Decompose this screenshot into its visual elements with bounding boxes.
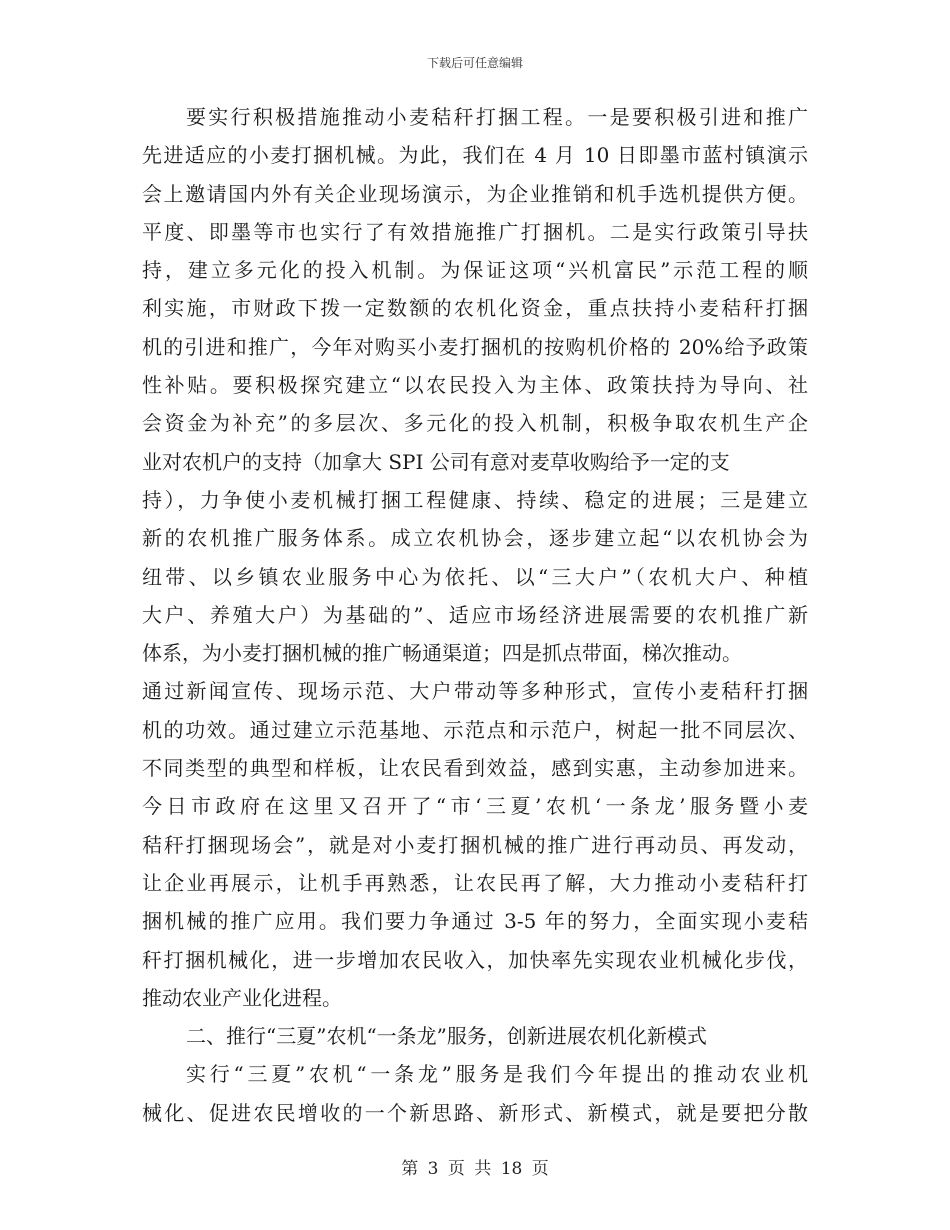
text-line: 性补贴。要积极探究建立“以农民投入为主体、政策扶持为导向、社 (142, 373, 808, 398)
text-line: 纽带、以乡镇农业服务中心为依托、以“三大户”（农机大户、种植 (142, 564, 808, 589)
text-line: 械化、促进农民增收的一个新思路、新形式、新模式，就是要把分散 (142, 1100, 808, 1125)
text-line: 让企业再展示，让机手再熟悉，让农民再了解，大力推动小麦秸秆打 (142, 870, 808, 895)
text-line: 会上邀请国内外有关企业现场演示，为企业推销和机手选机提供方便。 (142, 181, 808, 206)
text-line: 业对农机户的支持（加拿大 SPI 公司有意对麦草收购给予一定的支 (142, 449, 730, 474)
page-number-footer: 第 3 页 共 18 页 (401, 1159, 549, 1179)
section-heading: 二、推行“三夏”农机“一条龙”服务，创新进展农机化新模式 (186, 1024, 707, 1049)
text-line: 秸秆打捆现场会”，就是对小麦打捆机械的推广进行再动员、再发动， (142, 832, 808, 857)
text-line: 持，建立多元化的投入机制。为保证这项“兴机富民”示范工程的顺 (142, 258, 808, 283)
text-line: 利实施，市财政下拨一定数额的农机化资金，重点扶持小麦秸秆打捆 (142, 296, 808, 321)
text-line: 通过新闻宣传、现场示范、大户带动等多种形式，宣传小麦秸秆打捆 (142, 679, 808, 704)
text-line: 先进适应的小麦打捆机械。为此，我们在 4 月 10 日即墨市蓝村镇演示 (142, 143, 808, 168)
text-line: 捆机械的推广应用。我们要力争通过 3-5 年的努力，全面实现小麦秸 (142, 909, 808, 934)
document-body (142, 98, 808, 1132)
text-line: 会资金为补充”的多层次、多元化的投入机制，积极争取农机生产企 (142, 411, 808, 436)
text-line: 持），力争使小麦机械打捆工程健康、持续、稳定的进展；三是建立 (142, 487, 808, 512)
text-line: 新的农机推广服务体系。成立农机协会，逐步建立起“以农机协会为 (142, 526, 808, 551)
text-line: 机的引进和推广，今年对购买小麦打捆机的按购机价格的 20%给予政策 (142, 334, 808, 359)
text-line: 推动农业产业化进程。 (142, 985, 342, 1010)
text-line: 秆打捆机械化，进一步增加农民收入，加快率先实现农业机械化步伐， (142, 947, 808, 972)
text-line: 平度、即墨等市也实行了有效措施推广打捆机。二是实行政策引导扶 (142, 219, 808, 244)
text-line: 实行“三夏”农机“一条龙”服务是我们今年提出的推动农业机 (186, 1062, 808, 1087)
text-line: 今日市政府在这里又召开了“市‘三夏’农机‘一条龙’服务暨小麦 (142, 794, 808, 819)
text-line: 要实行积极措施推动小麦秸秆打捆工程。一是要积极引进和推广 (186, 105, 808, 129)
page-header: 下载后可任意编辑 (426, 56, 523, 70)
text-line: 不同类型的典型和样板，让农民看到效益，感到实惠，主动参加进来。 (142, 756, 808, 781)
text-line: 体系，为小麦打捆机械的推广畅通渠道；四是抓点带面，梯次推动。 (142, 641, 742, 666)
text-line: 机的功效。通过建立示范基地、示范点和示范户，树起一批不同层次、 (142, 717, 808, 742)
text-line: 大户、养殖大户）为基础的”、适应市场经济进展需要的农机推广新 (142, 602, 808, 627)
